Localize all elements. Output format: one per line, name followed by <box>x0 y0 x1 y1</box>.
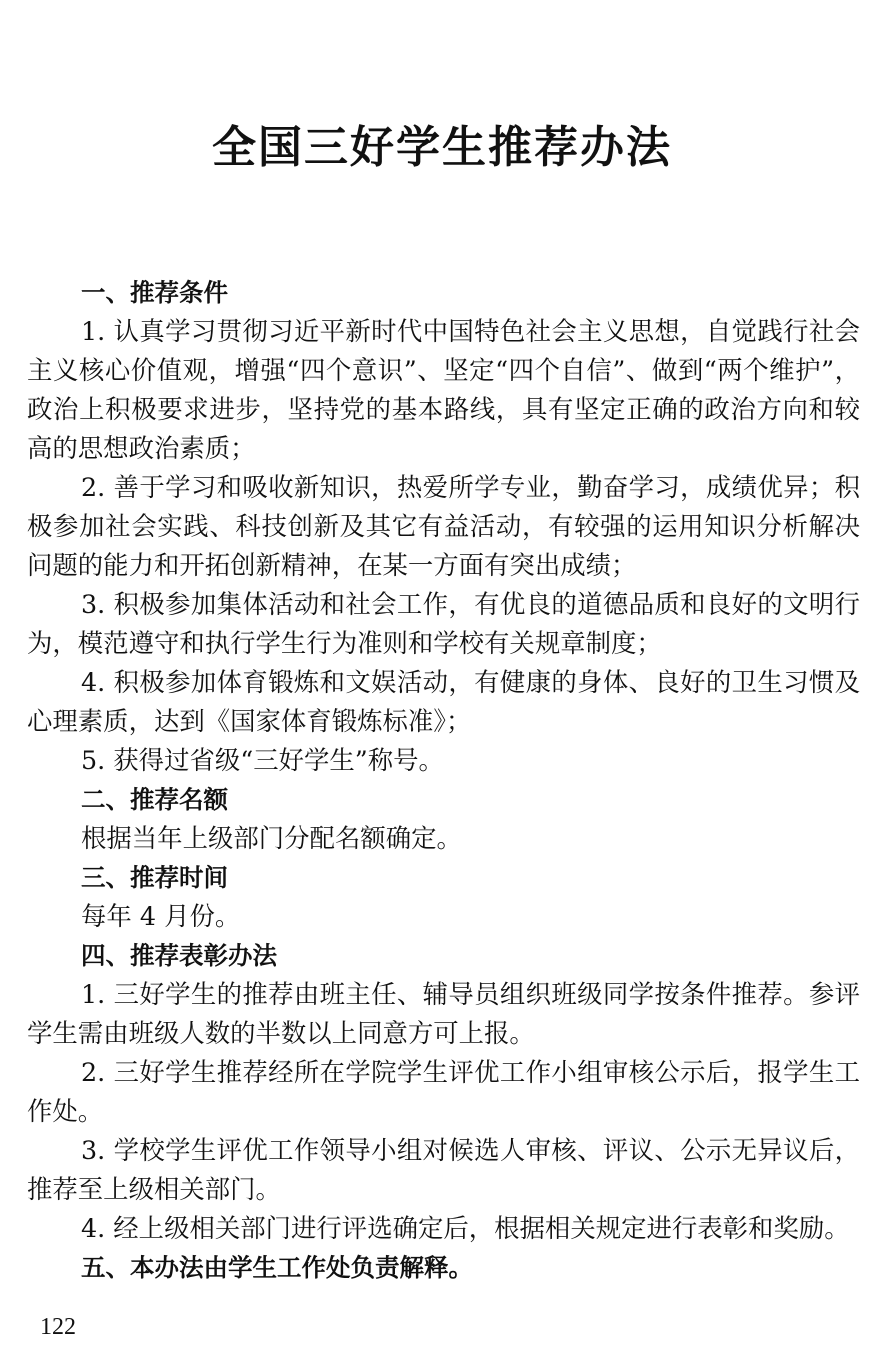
section-heading-4: 四、推荐表彰办法 <box>81 941 277 970</box>
section-4-paragraph-3: 3. 学校学生评优工作领导小组对候选人审核、评议、公示无异议后，推荐至上级相关部门。 <box>27 1135 860 1204</box>
section-1-paragraph-4: 4. 积极参加体育锻炼和文娱活动，有健康的身体、良好的卫生习惯及心理素质，达到《国家体育锻炼标准》； <box>27 667 860 736</box>
document-body <box>27 273 860 1287</box>
section-1-paragraph-2: 2. 善于学习和吸收新知识，热爱所学专业，勤奋学习，成绩优异；积极参加社会实践、科技创新及其它有益活动，有较强的运用知识分析解决问题的能力和开拓创新精神，在某一方面有突出成绩； <box>27 472 860 580</box>
section-1-paragraph-5: 5. 获得过省级“三好学生”称号。 <box>81 745 444 775</box>
section-heading-2: 二、推荐名额 <box>81 785 228 814</box>
section-heading-1: 一、推荐条件 <box>81 278 228 307</box>
section-1-paragraph-1: 1. 认真学习贯彻习近平新时代中国特色社会主义思想，自觉践行社会主义核心价值观，增强“四个意识”、坚定“四个自信”、做到“两个维护”，政治上积极要求进步，坚持党的基本路线，具有坚定正确的政治方向和较高的思想政治素质； <box>27 316 860 463</box>
section-3-paragraph-1: 每年 4 月份。 <box>81 901 241 931</box>
section-4-paragraph-2: 2. 三好学生推荐经所在学院学生评优工作小组审核公示后，报学生工作处。 <box>27 1057 860 1126</box>
section-heading-5: 五、本办法由学生工作处负责解释。 <box>81 1253 473 1282</box>
section-2-paragraph-1: 根据当年上级部门分配名额确定。 <box>81 823 462 853</box>
page-number: 122 <box>40 1314 76 1340</box>
document-title: 全国三好学生推荐办法 <box>212 122 672 173</box>
section-heading-3: 三、推荐时间 <box>81 863 228 892</box>
section-1-paragraph-3: 3. 积极参加集体活动和社会工作，有优良的道德品质和良好的文明行为，模范遵守和执行学生行为准则和学校有关规章制度； <box>27 589 860 658</box>
section-4-paragraph-4: 4. 经上级相关部门进行评选确定后，根据相关规定进行表彰和奖励。 <box>81 1213 850 1243</box>
section-4-paragraph-1: 1. 三好学生的推荐由班主任、辅导员组织班级同学按条件推荐。参评学生需由班级人数的半数以上同意方可上报。 <box>27 979 860 1048</box>
